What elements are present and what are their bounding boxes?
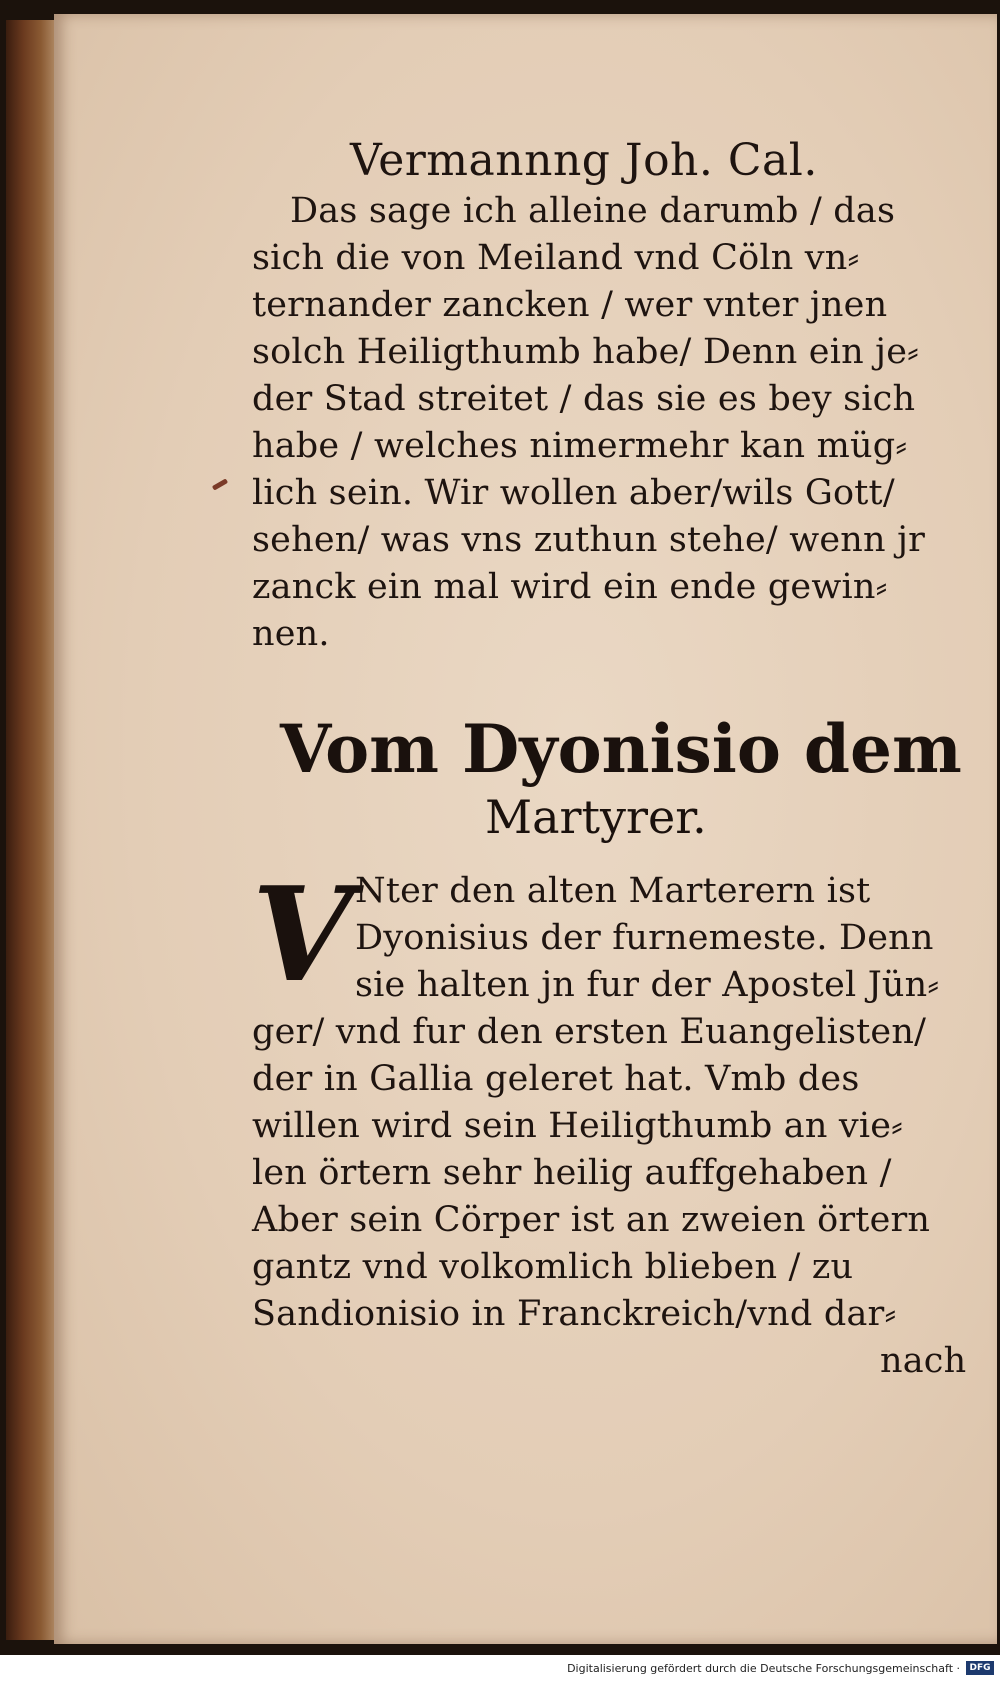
text-line: sehen/ was vns zuthun stehe/ wenn jr	[252, 520, 926, 560]
text-line: der in Gallia geleret hat. Vmb des	[252, 1059, 860, 1099]
text-line: nen.	[252, 614, 330, 654]
text-line: len örtern sehr heilig auffgehaben /	[252, 1153, 892, 1193]
text-line: Dyonisius der furnemeste. Denn	[355, 918, 934, 958]
text-line: Nter den alten Marterern ist	[355, 871, 871, 911]
text-line: sie halten jn fur der Apostel Jün⸗	[355, 965, 940, 1005]
footer-credit: Digitalisierung gefördert durch die Deutsche Forschungsgemeinschaft ·	[567, 1662, 960, 1675]
text-line: willen wird sein Heiligthumb an vie⸗	[252, 1106, 904, 1146]
dfg-logo: DFG	[966, 1661, 994, 1675]
text-line: gantz vnd volkomlich blieben / zu	[252, 1247, 854, 1287]
text-line: ger/ vnd fur den ersten Euangelisten/	[252, 1012, 927, 1052]
drop-cap: V	[252, 858, 353, 1011]
text-line: Aber sein Cörper ist an zweien örtern	[252, 1200, 931, 1240]
text-line: Sandionisio in Franckreich/vnd dar⸗	[252, 1294, 897, 1334]
text-line: sich die von Meiland vnd Cöln vn⸗	[252, 238, 860, 278]
margin-stamp	[60, 109, 74, 169]
text-line: zanck ein mal wird ein ende gewin⸗	[252, 567, 888, 607]
book-edge	[6, 20, 56, 1640]
text-line: habe / welches nimermehr kan müg⸗	[252, 426, 908, 466]
section-heading: Vom Dyonisio dem	[280, 710, 962, 788]
text-line: ternander zancken / wer vnter jnen	[252, 285, 888, 325]
text-line: der Stad streitet / das sie es bey sich	[252, 379, 916, 419]
running-head: Vermannng Joh. Cal.	[350, 135, 818, 186]
text-line: lich sein. Wir wollen aber/wils Gott/	[252, 473, 895, 513]
section-subheading: Martyrer.	[485, 790, 707, 844]
catchword: nach	[880, 1341, 967, 1381]
text-line: solch Heiligthumb habe/ Denn ein je⸗	[252, 332, 920, 372]
text-line: Das sage ich alleine darumb / das	[290, 191, 896, 231]
